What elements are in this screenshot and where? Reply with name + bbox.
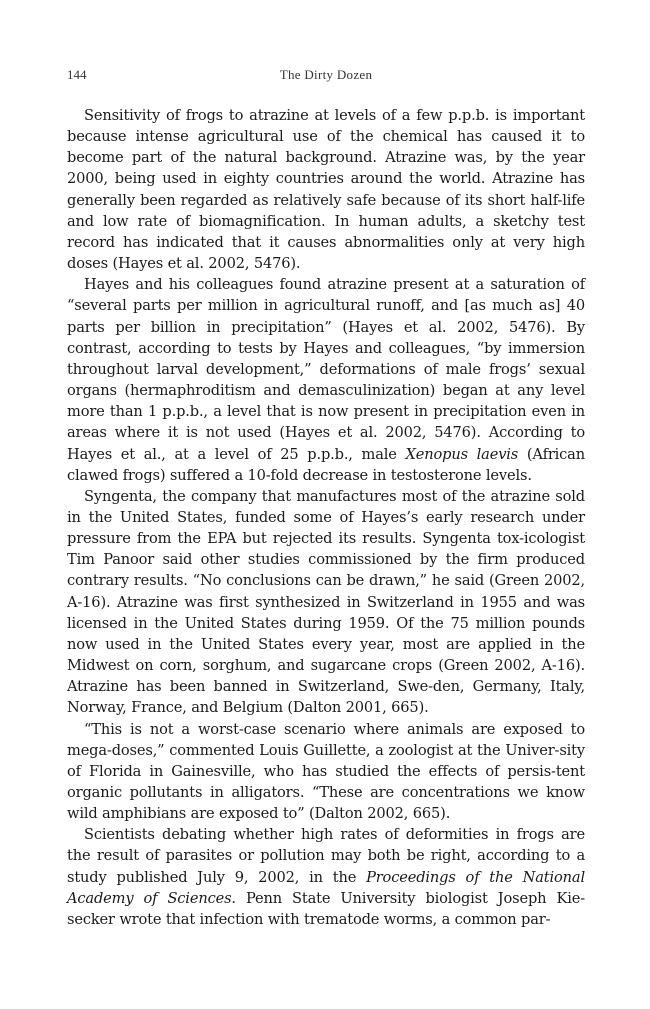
paragraph [67, 105, 585, 274]
page-number: 144 [67, 67, 87, 82]
paragraph [67, 824, 585, 930]
journal-title-italic: Proceedings of the National Academy of Sciences. [67, 868, 585, 907]
text-span: Scientists debating whether high rates of deformities in frogs are the result of parasites or pollution may both be right, according to a study published July 9, 2002, in the [67, 826, 585, 886]
page-header [67, 67, 585, 87]
text-span: “This is not a worst-case scenario where animals are exposed to mega-doses,” commented Louis Guillette, a zoologist at the Univer-sity of Florida in Gainesville, who has studied the effects of persis-tent organic pollutants in alligators. “These are concentrations we know wild amphibians are exposed to” (Dalton 2002, 665). [67, 720, 585, 823]
species-name-italic: Xenopus laevis [405, 445, 519, 463]
paragraph [67, 274, 585, 486]
paragraph [67, 486, 585, 719]
body-text [67, 105, 585, 930]
text-span: Penn State University biologist Joseph Kie-secker wrote that infection with trematode worms, a common par- [67, 889, 585, 928]
text-span: Hayes and his colleagues found atrazine present at a saturation of “several parts per million in agricultural runoff, and [as much as] 40 parts per billion in precipitation” (Hayes et al. 2002, 5476). By contrast, according to tests by Hayes and colleagues, “by immersion throughout larval development,” deformations of male frogs’ sexual organs (hermaphroditism and demasculinization) began at any level more than 1 p.p.b., a level that is now present in precipitation even in areas where it is not used (Hayes et al. 2002, 5476). According to Hayes et al., at a level of 25 p.p.b., male [67, 276, 585, 463]
text-span: (African clawed frogs) suffered a 10-fold decrease in testosterone levels. [67, 445, 585, 484]
paragraph [67, 719, 585, 825]
text-span: Sensitivity of frogs to atrazine at levels of a few p.p.b. is important because intense agricultural use of the chemical has caused it to become part of the natural background. Atrazine was, by the year 2000, being used in eighty countries around the world. Atrazine has generally been regarded as relatively safe because of its short half-life and low rate of biomagnification. In human adults, a sketchy test record has indicated that it causes abnormalities only at very high doses (Hayes et al. 2002, 5476). [67, 107, 585, 273]
text-span: Syngenta, the company that manufactures most of the atrazine sold in the United States, funded some of Hayes’s early research under pressure from the EPA but rejected its results. Syngenta tox-icologist Tim Panoor said other studies commissioned by the firm produced contrary results. “No conclusions can be drawn,” he said (Green 2002, A-16). Atrazine was first synthesized in Switzerland in 1955 and was licensed in the United States during 1959. Of the 75 million pounds now used in the United States every year, most are applied in the Midwest on corn, sorghum, and sugarcane crops (Green 2002, A-16). Atrazine has been banned in Switzerland, Swe-den, Germany, Italy, Norway, France, and Belgium (Dalton 2001, 665). [67, 487, 585, 717]
running-head: The Dirty Dozen [279, 67, 373, 82]
